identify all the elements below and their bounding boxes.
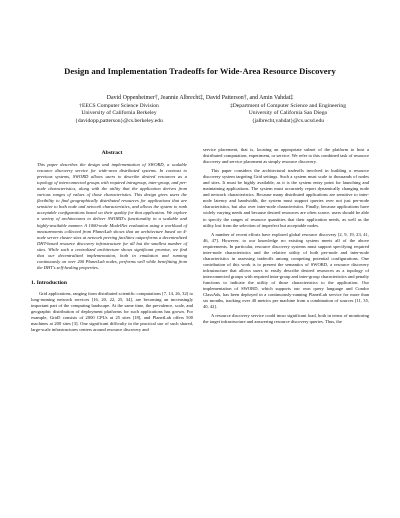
paragraph: service placement, that is, locating an appropriate subset of the platform to host a distributed computation, experiment, or service. We refer to this combined task of resource discovery and service placement as simply resource discovery. <box>203 147 369 165</box>
affiliation-dept: †EECS Computer Science Division <box>79 103 159 109</box>
affiliation-university: University of California Berkeley <box>81 110 157 117</box>
paragraph: This paper considers the architectural tradeoffs involved in building a resource discovery system targeting Grid settings. Such a system must scale to thousands of nodes and sites. It must be highly available, as it is the system entry point for launching and maintaining applications. The system must accurately report dynamically changing node and network characteristics. Because many distributed applications are sensitive to inter-node latency and bandwidth, the system must support queries over not just per-node characteristics, but also over inter-node characteristics. Finally, because applications have widely varying needs and because desired resources are often scarce, users should be able to specify the ranges of resource quantities that their application needs, as well as the utility lost from the selection of imperfect but acceptable nodes. <box>203 168 369 228</box>
paragraph: Grid applications, ranging from distributed scientific computations [7, 14, 26, 32] to long-running network services [16, 20, 22, 25, 34], are becoming an increasingly important part of the computing landscape. At the same time, the prevalence, scale, and geographic distribution of deployment platforms for such applications has grown. For example, Grid5 consists of 2000 CPUs at 25 sites [18], and PlanetLab offers 500 machines at 200 sites [3]. One significant difficulty in the practical use of such shared, large-scale infrastructures centers around resource discovery and <box>31 290 193 333</box>
affiliation-dept: ‡Department of Computer Science and Engineering <box>229 103 347 109</box>
paper-title: Design and Implementation Tradeoffs for Wide-Area Resource Discovery <box>64 66 336 76</box>
paragraph: A number of recent efforts have explored global resource discovery [2, 9, 19, 23, 41, 46, 47]. However, to our knowledge no existing system meets all of the above requirements. In particular, resource discovery systems must support specifying required inter-node characteristics and the relative utility of both per-node and inter-node characteristics in assessing tradeoffs among competing potential configurations. One contribution of this work is to present the semantics of SWORD, a resource discovery infrastructure that allows users to easily describe desired resources as a topology of interconnected groups with required intra-group and inter-group characteristics and penalty functions to indicate the utility of those characteristics to the application. Our implementation of SWORD, which supports our own query language and Condor ClassAds, has been deployed in a continuously-running PlanetLab service for more than six months, tracking over 40 metrics per machine from a combination of sources [11, 35, 40, 42]. <box>203 231 369 310</box>
affiliation-university: University of California San Diego <box>248 110 328 117</box>
author-list: David Oppenheimer†, Jeannie Albrecht‡, David Patterson†, and Amin Vahdat‡ <box>106 95 294 101</box>
paragraph: A resource discovery service could incur significant load, both in terms of monitoring the target infrastructure and answering resource discovery queries. Thus, the <box>203 313 369 325</box>
abstract-text: This paper describes the design and implementation of SWORD, a scalable resource discovery service for wide-area distributed systems. In contrast to previous systems, SWORD allows users to describe desired resources as a topology of interconnected groups with required intragroup, inter-group, and per-node characteristics, along with the utility that the application derives from various ranges of values of those characteristics. This design gives users the flexibility to find geographically distributed resources for applications that are sensitive to both node and network characteristics, and allows the system to rank acceptable configurations based on their quality for that application. We explore a variety of architectures to deliver SWORD's functionality in a scalable and highly-available manner. A 1000-node ModelNet evaluation using a workload of measurements collected from PlanetLab shows that an architecture based on 4-node server cluster sites at network peering facilities outperforms a decentralized DHT-based resource discovery infrastructure for all but the smallest number of sites. While such a centralized architecture shows significant promise, we find that our decentralized implementation, both in emulation and running continuously on over 200 PlanetLab nodes, performs well while benefitting from the DHT's self-healing properties. <box>37 162 187 270</box>
left-column <box>31 150 193 336</box>
affiliation-ucsd <box>200 103 376 125</box>
abstract-heading: Abstract <box>101 150 123 156</box>
affiliation-berkeley <box>34 103 204 125</box>
affiliation-email: {davidopp,patterson}@cs.berkeley.edu <box>75 117 163 124</box>
affiliation-email: {jalbrecht,vahdat}@cs.ucsd.edu <box>251 117 325 124</box>
right-column <box>203 147 369 328</box>
section-heading: 1. Introduction <box>31 279 67 286</box>
